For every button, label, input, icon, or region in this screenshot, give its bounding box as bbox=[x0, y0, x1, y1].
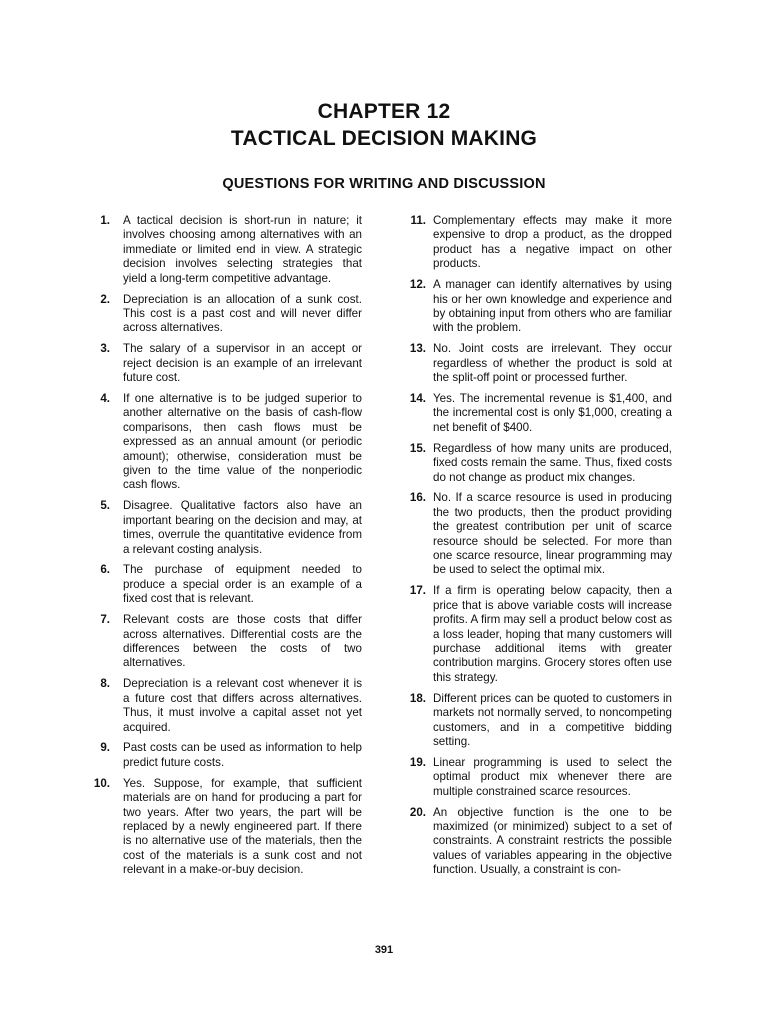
question-item bbox=[402, 806, 672, 878]
question-item bbox=[402, 584, 672, 685]
question-number: 5. bbox=[100, 499, 110, 513]
answer-text: Different prices can be quoted to customers in markets not normally served, to noncompeting customers, and in a competitive bidding setting. bbox=[433, 691, 672, 748]
question-item bbox=[402, 442, 672, 485]
section-heading: QUESTIONS FOR WRITING AND DISCUSSION bbox=[222, 176, 546, 192]
question-number: 1. bbox=[100, 214, 110, 227]
question-item bbox=[402, 692, 672, 750]
answer-text: If one alternative is to be judged superior to another alternative on the basis of cash-flow comparisons, then cash flows must be expressed as an annual amount (or periodic amount); otherwise, consideration must be given to the time value of the nonperiodic cash flows. bbox=[123, 391, 362, 492]
answer-text: Relevant costs are those costs that differ across alternatives. Differential costs are the differences between the costs of two alternatives. bbox=[123, 613, 362, 670]
question-number: 4. bbox=[100, 391, 110, 405]
question-number: 17. bbox=[409, 584, 426, 598]
answer-text: Regardless of how many units are produced, fixed costs remain the same. Thus, fixed costs do not change as product mix changes. bbox=[433, 441, 672, 484]
question-number: 16. bbox=[409, 491, 426, 505]
question-item bbox=[92, 499, 362, 557]
question-number: 14. bbox=[409, 391, 426, 405]
question-item bbox=[402, 342, 672, 385]
chapter-title: TACTICAL DECISION MAKING bbox=[230, 127, 538, 150]
left-column bbox=[92, 214, 362, 884]
question-item bbox=[92, 741, 362, 770]
answer-text: No. If a scarce resource is used in producing the two products, then the product providing the greatest contribution per unit of scarce resource should be selected. For more than one scarce resource, linear programming may be used to select the optimal mix. bbox=[433, 491, 672, 577]
answer-text: If a firm is operating below capacity, then a price that is above variable costs will increase profits. A firm may sell a product below cost as a loss leader, hoping that many customers will purchase additional items with greater contribution margins. Grocery stores often use this strategy. bbox=[433, 584, 672, 684]
answer-text: Linear programming is used to select the optimal product mix whenever there are multiple constrained scarce resources. bbox=[433, 755, 672, 798]
question-item bbox=[92, 342, 362, 385]
question-item bbox=[92, 613, 362, 671]
answer-text: The salary of a supervisor in an accept or reject decision is an example of an irrelevant future cost. bbox=[123, 342, 362, 385]
answer-text: Disagree. Qualitative factors also have an important bearing on the decision and may, at times, overrule the quantitative evidence from a relevant costing analysis. bbox=[123, 499, 362, 556]
answer-text: Complementary effects may make it more expensive to drop a product, as the dropped product has a negative impact on other products. bbox=[433, 214, 672, 271]
question-item bbox=[402, 214, 672, 272]
question-number: 8. bbox=[100, 677, 110, 691]
answer-text: Past costs can be used as information to help predict future costs. bbox=[123, 741, 362, 769]
answer-text: An objective function is the one to be maximized (or minimized) subject to a set of constraints. A constraint restricts the possible values of variables appearing in the objective function. Usually, a constraint is con- bbox=[433, 805, 672, 877]
question-number: 18. bbox=[409, 691, 426, 705]
question-item bbox=[92, 777, 362, 878]
question-number: 7. bbox=[100, 613, 110, 627]
question-number: 10. bbox=[93, 776, 110, 790]
question-item bbox=[92, 677, 362, 735]
question-number: 2. bbox=[100, 292, 110, 306]
question-number: 12. bbox=[409, 278, 426, 292]
question-number: 19. bbox=[409, 755, 426, 769]
question-item bbox=[92, 214, 362, 286]
question-number: 15. bbox=[409, 441, 426, 455]
answer-text: The purchase of equipment needed to produce a special order is an example of a fixed cost that is relevant. bbox=[123, 563, 362, 606]
question-item bbox=[92, 392, 362, 493]
answer-text: Depreciation is an allocation of a sunk cost. This cost is a past cost and will never differ across alternatives. bbox=[123, 292, 362, 335]
question-item bbox=[92, 293, 362, 336]
question-number: 11. bbox=[410, 214, 426, 227]
question-number: 9. bbox=[100, 741, 110, 755]
question-item bbox=[402, 278, 672, 336]
answer-text: A manager can identify alternatives by using his or her own knowledge and experience and by obtaining input from others who are familiar with the problem. bbox=[433, 278, 672, 335]
answer-text: Depreciation is a relevant cost whenever it is a future cost that differs across alternatives. Thus, it must involve a capital asset not yet acquired. bbox=[123, 677, 362, 734]
right-column bbox=[402, 214, 672, 884]
question-number: 13. bbox=[409, 342, 426, 356]
answer-text: Yes. The incremental revenue is $1,400, and the incremental cost is only $1,000, creating a net benefit of $400. bbox=[433, 391, 672, 434]
question-number: 3. bbox=[100, 342, 110, 356]
question-number: 6. bbox=[100, 563, 110, 577]
question-number: 20. bbox=[409, 805, 426, 819]
question-item bbox=[402, 756, 672, 799]
chapter-number: CHAPTER 12 bbox=[317, 100, 451, 123]
answer-text: Yes. Suppose, for example, that sufficient materials are on hand for producing a part for two years. After two years, the part will be replaced by a newly engineered part. If there is no alternative use of the materials, then the cost of the materials is a sunk cost and not relevant in a make-or-buy decision. bbox=[123, 776, 362, 877]
answer-text: No. Joint costs are irrelevant. They occur regardless of whether the product is sold at the split-off point or processed further. bbox=[433, 342, 672, 385]
question-item bbox=[402, 392, 672, 435]
page-number: 391 bbox=[374, 944, 394, 956]
question-item bbox=[92, 563, 362, 606]
answer-text: A tactical decision is short-run in nature; it involves choosing among alternatives with an immediate or limited end in view. A strategic decision involves selecting strategies that yield a long-term competitive advantage. bbox=[123, 214, 362, 285]
question-item bbox=[402, 491, 672, 577]
